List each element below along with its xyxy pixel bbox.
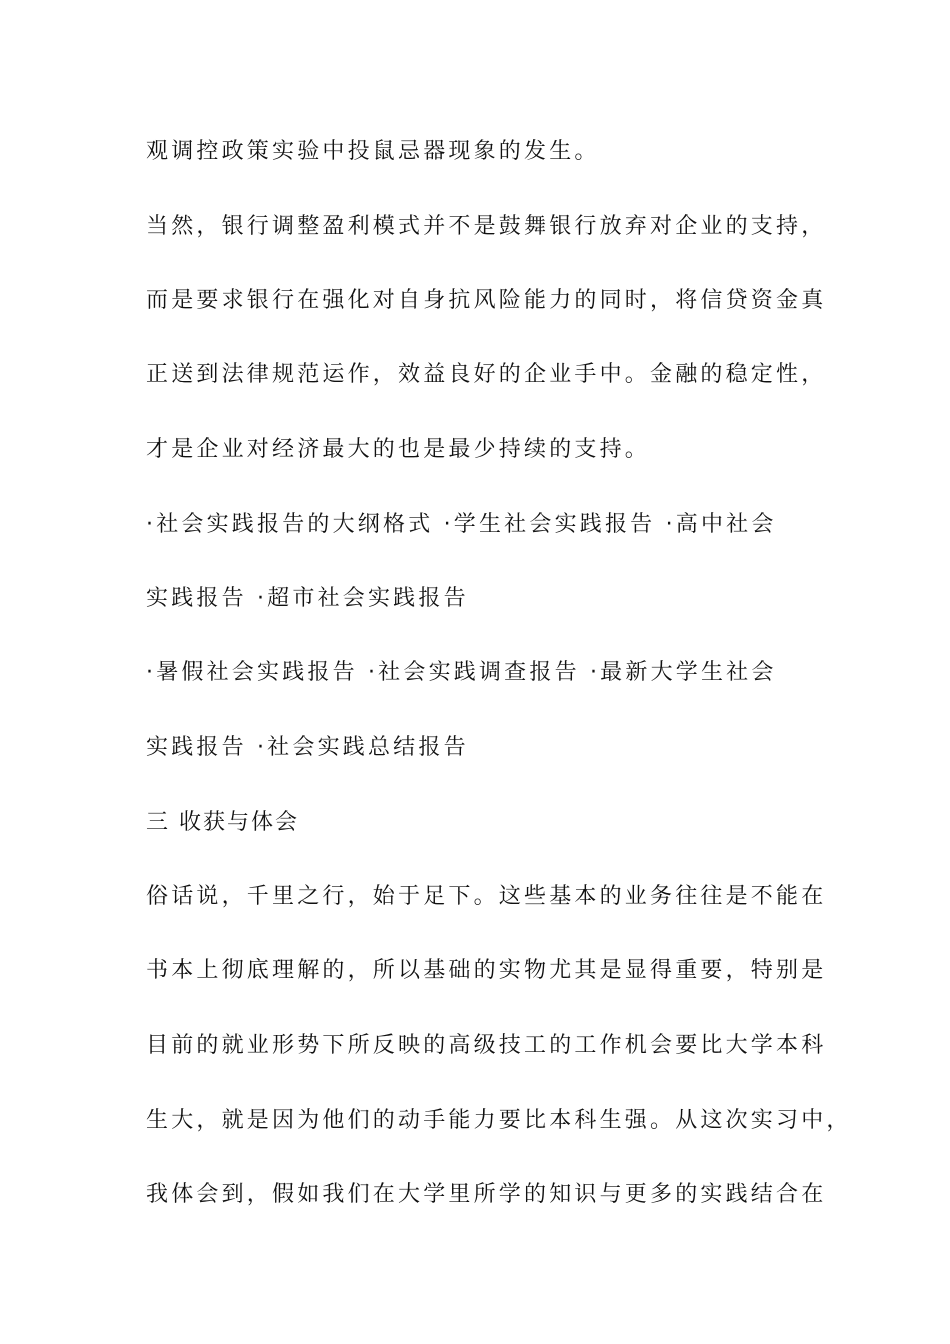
related-links-line-2[interactable]: 实践报告 ·超市社会实践报告 [146, 586, 469, 611]
paragraph-line-5: 才是企业对经济最大的也是最少持续的支持。 [146, 437, 651, 462]
paragraph-line-3: 而是要求银行在强化对自身抗风险能力的同时，将信贷资金真 [146, 288, 827, 313]
paragraph-line-10: 我体会到，假如我们在大学里所学的知识与更多的实践结合在 [146, 1182, 827, 1207]
paragraph-line-9: 生大，就是因为他们的动手能力要比本科生强。从这次实习中， [146, 1108, 852, 1133]
paragraph-line-1: 观调控政策实验中投鼠忌器现象的发生。 [146, 139, 600, 164]
paragraph-line-8: 目前的就业形势下所反映的高级技工的工作机会要比大学本科 [146, 1033, 827, 1058]
section-heading: 三 收获与体会 [146, 810, 299, 835]
related-links-line-4[interactable]: 实践报告 ·社会实践总结报告 [146, 735, 469, 760]
paragraph-line-2: 当然，银行调整盈利模式并不是鼓舞银行放弃对企业的支持， [146, 214, 827, 239]
related-links-line-3[interactable]: ·暑假社会实践报告 ·社会实践调查报告 ·最新大学生社会 [146, 660, 777, 685]
related-links-line-1[interactable]: ·社会实践报告的大纲格式 ·学生社会实践报告 ·高中社会 [146, 512, 777, 537]
paragraph-line-7: 书本上彻底理解的，所以基础的实物尤其是显得重要，特别是 [146, 958, 827, 983]
paragraph-line-4: 正送到法律规范运作，效益良好的企业手中。金融的稳定性， [146, 362, 827, 387]
paragraph-line-6: 俗话说，千里之行，始于足下。这些基本的业务往往是不能在 [146, 884, 827, 909]
